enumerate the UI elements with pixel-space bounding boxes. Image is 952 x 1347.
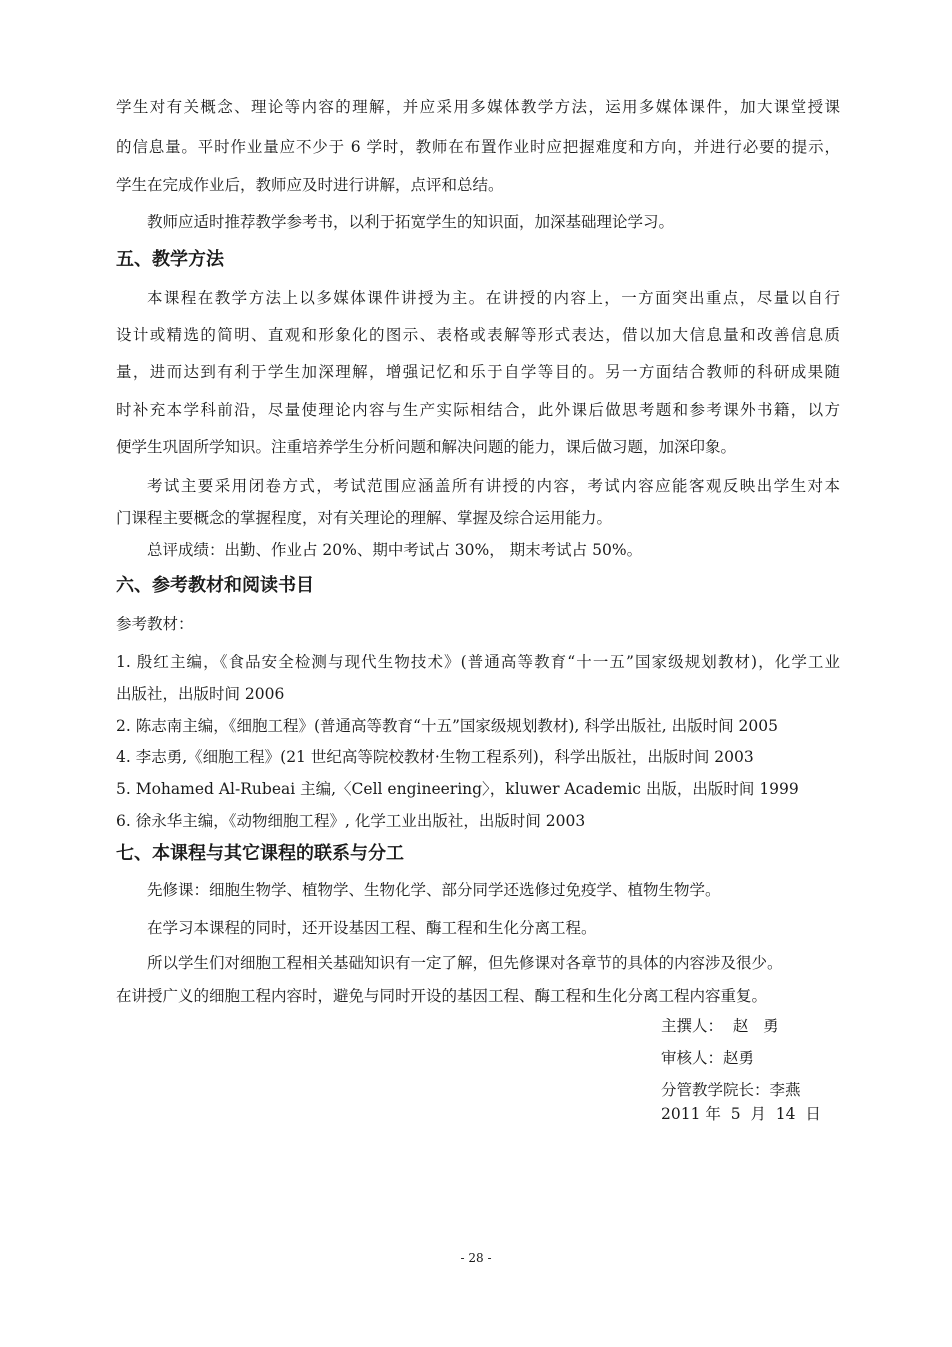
paragraph-line: 先修课：细胞生物学、植物学、生物化学、部分同学还选修过免疫学、植物生物学。 (147, 881, 721, 899)
paragraph-line: 考试主要采用闭卷方式，考试范围应涵盖所有讲授的内容，考试内容应能客观反映出学生对本 (147, 477, 840, 495)
reference-item-continued: 出版社，出版时间 2006 (116, 685, 285, 703)
reference-item: 1. 殷红主编，《食品安全检测与现代生物技术》(普通高等教育“十一五”国家级规划教材)，化学工业 (116, 653, 840, 671)
reference-item: 6. 徐永华主编，《动物细胞工程》, 化学工业出版社，出版时间 2003 (116, 812, 586, 830)
signature-date: 2011 年 5 月 14 日 (661, 1105, 821, 1123)
paragraph-line: 时补充本学科前沿，尽量使理论内容与生产实际相结合，此外课后做思考题和参考课外书籍，以方 (116, 401, 840, 419)
paragraph-line: 在学习本课程的同时，还开设基因工程、酶工程和生化分离工程。 (147, 919, 597, 937)
section-heading-teaching-methods: 五、教学方法 (116, 249, 224, 270)
reference-item: 5. Mohamed Al-Rubeai 主编,〈Cell engineering〉，kluwer Academic 出版，出版时间 1999 (116, 780, 799, 798)
section-heading-course-relations: 七、本课程与其它课程的联系与分工 (116, 843, 404, 864)
signature-dean: 分管教学院长：李燕 (661, 1081, 801, 1099)
page-number: - 28 - (460, 1251, 492, 1265)
section-heading-references: 六、参考教材和阅读书目 (116, 575, 314, 596)
paragraph-line: 量，进而达到有利于学生加深理解，增强记忆和乐于自学等目的。另一方面结合教师的科研成果随 (116, 363, 840, 381)
paragraph-line: 学生在完成作业后，教师应及时进行讲解，点评和总结。 (116, 176, 504, 194)
paragraph-line: 教师应适时推荐教学参考书，以利于拓宽学生的知识面，加深基础理论学习。 (147, 213, 675, 231)
paragraph-line: 便学生巩固所学知识。注重培养学生分析问题和解决问题的能力，课后做习题，加深印象。 (116, 438, 737, 456)
signature-reviewer: 审核人：赵勇 (661, 1049, 755, 1067)
paragraph-line: 学生对有关概念、理论等内容的理解，并应采用多媒体教学方法，运用多媒体课件，加大课堂授课 (116, 98, 840, 116)
reference-item: 4. 李志勇,《细胞工程》(21 世纪高等院校教材·生物工程系列)，科学出版社，出版时间 2003 (116, 748, 754, 766)
references-label: 参考教材： (116, 615, 194, 633)
paragraph-line: 门课程主要概念的掌握程度，对有关理论的理解、掌握及综合运用能力。 (116, 509, 613, 527)
paragraph-line: 所以学生们对细胞工程相关基础知识有一定了解，但先修课对各章节的具体的内容涉及很少。 (147, 954, 783, 972)
signature-author: 主撰人： 赵 勇 (661, 1017, 779, 1035)
paragraph-line: 设计或精选的简明、直观和形象化的图示、表格或表解等形式表达，借以加大信息量和改善信息质 (116, 326, 840, 344)
grading-line: 总评成绩：出勤、作业占 20%、期中考试占 30%， 期末考试占 50%。 (147, 541, 643, 559)
reference-item: 2. 陈志南主编，《细胞工程》(普通高等教育“十五”国家级规划教材), 科学出版社, 出版时间 2005 (116, 717, 778, 735)
paragraph-line: 本课程在教学方法上以多媒体课件讲授为主。在讲授的内容上，一方面突出重点，尽量以自行 (147, 289, 840, 307)
paragraph-line: 的信息量。平时作业量应不少于 6 学时，教师在布置作业时应把握难度和方向，并进行必要的提示， (116, 138, 840, 156)
paragraph-line: 在讲授广义的细胞工程内容时，避免与同时开设的基因工程、酶工程和生化分离工程内容重复。 (116, 987, 768, 1005)
